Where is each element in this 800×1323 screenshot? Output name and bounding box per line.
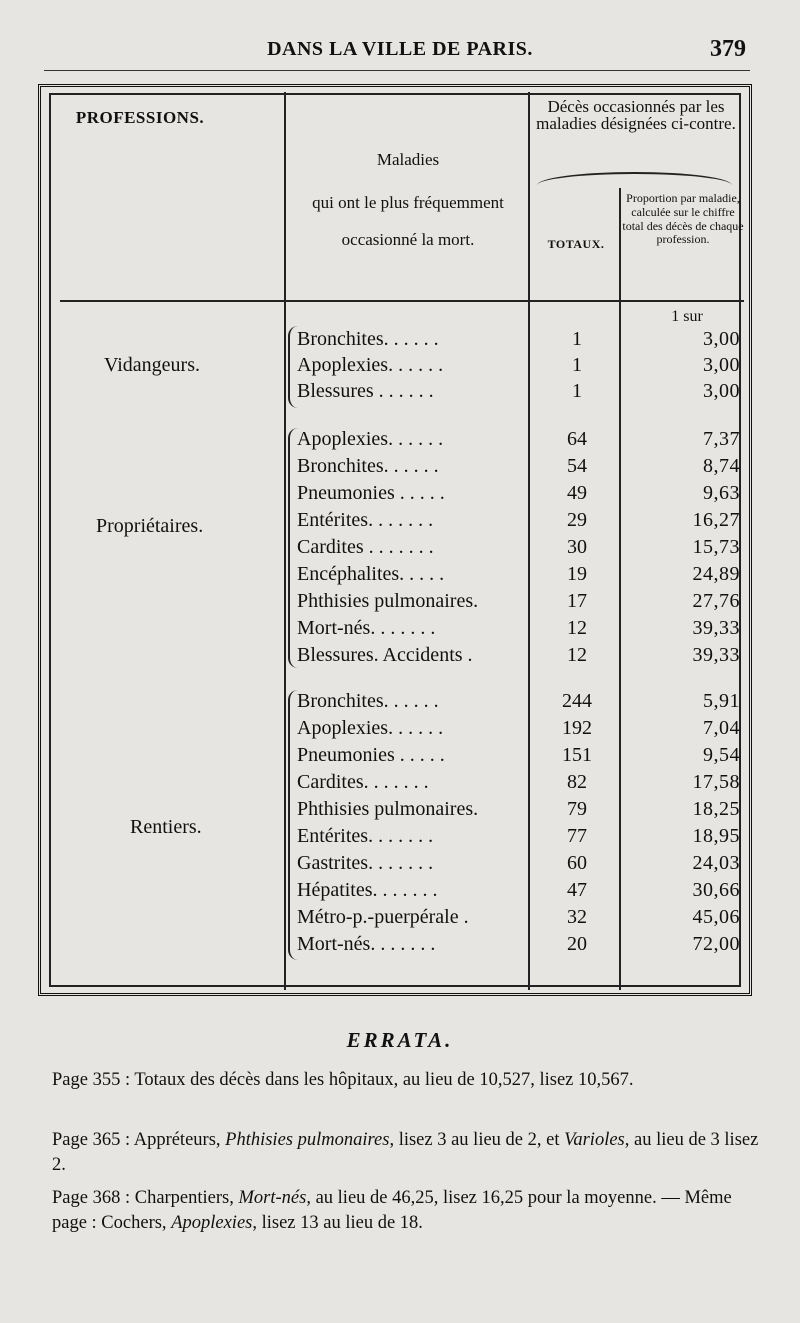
errata-paragraph (52, 1128, 764, 1178)
proportion-cell: 16,27 (692, 509, 740, 531)
proportion-cell: 8,74 (703, 455, 740, 477)
proportion-cell: 3,00 (703, 380, 740, 402)
proportion-cell: 18,95 (692, 825, 740, 847)
running-head (0, 38, 800, 68)
page-number: 379 (710, 36, 746, 62)
errata-italic: Apoplexies (171, 1213, 253, 1233)
proportion-cell: 39,33 (692, 617, 740, 639)
header-proportion: Proportion par maladie, calculée sur le chiffre total des décès de chaque profession. (622, 191, 744, 247)
proportion-cell: 27,76 (692, 590, 740, 612)
disease-cell: Entérites. . . . . . . (297, 509, 434, 531)
disease-cell: Cardites . . . . . . . (297, 536, 434, 558)
profession-name: Propriétaires. (96, 515, 204, 537)
total-cell: 1 (572, 380, 582, 402)
disease-cell: Bronchites. . . . . . (297, 328, 439, 350)
errata-text: Page 368 : Charpentiers, (52, 1188, 239, 1208)
proportion-cell: 3,00 (703, 354, 740, 376)
total-cell: 30 (567, 536, 587, 558)
running-title: DANS LA VILLE DE PARIS. (267, 38, 533, 60)
errata-title: ERRATA. (346, 1028, 454, 1052)
proportion-cell: 7,37 (703, 428, 740, 450)
proportion-cell: 30,66 (692, 879, 740, 901)
total-cell: 82 (567, 771, 587, 793)
total-cell: 19 (567, 563, 587, 585)
disease-cell: Mort-nés. . . . . . . (297, 617, 436, 639)
proportion-cell: 39,33 (692, 644, 740, 666)
proportion-cell: 9,63 (703, 482, 740, 504)
header-professions: PROFESSIONS. (75, 108, 205, 127)
disease-cell: Métro-p.-puerpérale . (297, 906, 469, 928)
column-divider-professions (284, 92, 286, 990)
errata-text: Page 365 : Appréteurs, (52, 1130, 226, 1150)
total-cell: 54 (567, 455, 587, 477)
disease-cell: Pneumonies . . . . . (297, 482, 445, 504)
proportion-cell: 5,91 (703, 690, 740, 712)
errata-text: , au lieu de 46,25, lisez 16,25 pour la moyenne. — Même page : Cochers, (52, 1188, 732, 1233)
proportion-cell: 45,06 (692, 906, 740, 928)
errata-paragraph (52, 1186, 764, 1236)
header-totaux: TOTAUX. (547, 237, 605, 251)
proportion-cell: 7,04 (703, 717, 740, 739)
total-cell: 12 (567, 644, 587, 666)
total-cell: 244 (562, 690, 592, 712)
errata-text: , au lieu de 3 lisez 2. (52, 1130, 759, 1175)
errata-italic: Mort-nés (238, 1188, 307, 1208)
disease-cell: Cardites. . . . . . . (297, 771, 429, 793)
errata-italic: Phthisies pulmonaires (225, 1130, 390, 1150)
disease-cell: Blessures . . . . . . (297, 380, 434, 402)
disease-cell: Encéphalites. . . . . (297, 563, 445, 585)
errata-text: , lisez 3 au lieu de 2, et (389, 1130, 565, 1150)
proportion-cell: 18,25 (692, 798, 740, 820)
disease-cell: Bronchites. . . . . . (297, 455, 439, 477)
total-cell: 29 (567, 509, 587, 531)
head-rule (44, 70, 750, 71)
proportion-cell: 15,73 (692, 536, 740, 558)
proportion-unit-label: 1 sur (671, 308, 703, 325)
total-cell: 77 (567, 825, 587, 847)
disease-cell: Pneumonies . . . . . (297, 744, 445, 766)
disease-cell: Phthisies pulmonaires. (297, 798, 479, 820)
errata-text: , lisez 13 au lieu de 18. (252, 1213, 423, 1233)
errata-paragraph (52, 1068, 764, 1093)
total-cell: 12 (567, 617, 587, 639)
total-cell: 192 (562, 717, 592, 739)
header-maladies-line3: occasionné la mort. (341, 230, 475, 249)
total-cell: 64 (567, 428, 587, 450)
total-cell: 32 (567, 906, 587, 928)
profession-name: Rentiers. (130, 816, 202, 838)
total-cell: 17 (567, 590, 587, 612)
total-cell: 49 (567, 482, 587, 504)
disease-cell: Apoplexies. . . . . . (297, 428, 444, 450)
disease-cell: Blessures. Accidents . (297, 644, 473, 666)
disease-cell: Apoplexies. . . . . . (297, 717, 444, 739)
disease-cell: Entérites. . . . . . . (297, 825, 434, 847)
proportion-cell: 24,03 (692, 852, 740, 874)
disease-cell: Hépatites. . . . . . . (297, 879, 438, 901)
proportion-cell: 17,58 (692, 771, 740, 793)
header-separator (60, 300, 744, 302)
errata-text: Page 355 : Totaux des décès dans les hôpitaux, au lieu de 10,527, lisez 10,567. (52, 1070, 634, 1090)
header-deces: Décès occasionnés par les maladies désignées ci-contre. (536, 97, 736, 133)
disease-cell: Gastrites. . . . . . . (297, 852, 434, 874)
disease-cell: Bronchites. . . . . . (297, 690, 439, 712)
errata-italic: Varioles (564, 1130, 625, 1150)
disease-cell: Phthisies pulmonaires. (297, 590, 479, 612)
proportion-cell: 24,89 (692, 563, 740, 585)
total-cell: 79 (567, 798, 587, 820)
proportion-cell: 3,00 (703, 328, 740, 350)
header-maladies-line2: qui ont le plus fréquemment (312, 193, 504, 212)
disease-cell: Apoplexies. . . . . . (297, 354, 444, 376)
total-cell: 20 (567, 933, 587, 955)
total-cell: 151 (562, 744, 592, 766)
total-cell: 1 (572, 354, 582, 376)
total-cell: 1 (572, 328, 582, 350)
proportion-cell: 9,54 (703, 744, 740, 766)
total-cell: 60 (567, 852, 587, 874)
total-cell: 47 (567, 879, 587, 901)
disease-cell: Mort-nés. . . . . . . (297, 933, 436, 955)
proportion-cell: 72,00 (692, 933, 740, 955)
profession-name: Vidangeurs. (104, 354, 200, 376)
header-maladies-line1: Maladies (376, 150, 440, 169)
